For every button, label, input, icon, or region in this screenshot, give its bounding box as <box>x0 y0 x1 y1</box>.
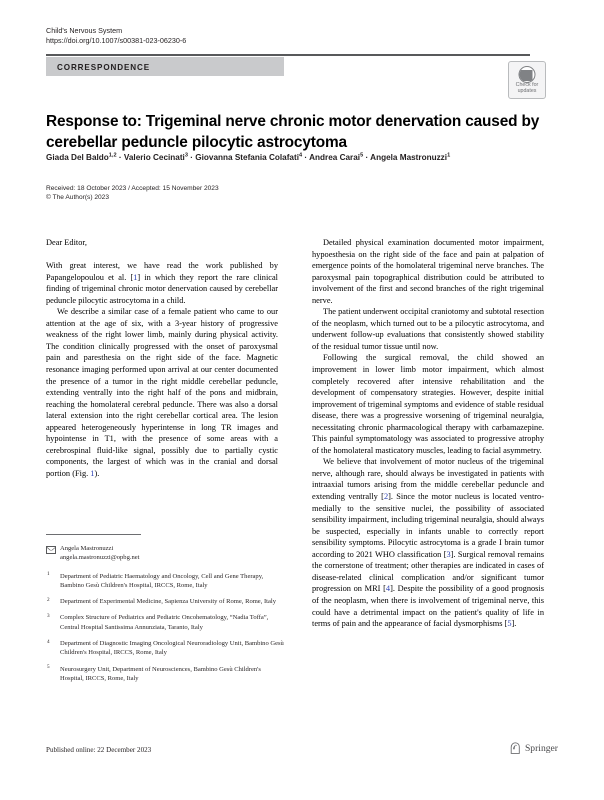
author-name: Giada Del Baldo <box>46 153 109 162</box>
author-affiliation-marker: 1,2 <box>108 152 117 159</box>
body-paragraph: We believe that involvement of motor nucleus of the trigeminal nerve, although rare, should always be investigated in patients with intraaxial tumors arising from the middle cerebellar peduncle and extending ventrally [2]. Since the motor nucleus is located ventro-medially to the sensitive nuclei, the possibility of associated sensibility impairment, including trigeminal neuralgia, should always be suspected, especially in infants unable to correctly report sensibility symptoms. Pilocytic astrocytoma is a grade I brain tumor according to 2021 WHO classification [3]. Surgical removal remains the cornerstone of treatment; other therapies are indicated in cases of disease-related clinical complication and/or significant tumor progression on MRI [4]. Despite the possibility of a good prognosis of the neoplasm, when there is involvement of trigeminal nerve, this could have a detrimental impact on the patient's quality of life in terms of pain and the appearance of facial dysmorphisms [5]. <box>312 457 544 629</box>
affiliation-item <box>46 639 284 658</box>
body-column-left <box>46 237 278 479</box>
crossmark-label <box>509 82 545 94</box>
published-online: Published online: 22 December 2023 <box>46 746 152 754</box>
reference-link[interactable]: 5 <box>507 619 512 629</box>
affiliation-text: Department of Experimental Medicine, Sapienza University of Rome, Rome, Italy <box>60 598 276 606</box>
copyright-line: © The Author(s) 2023 <box>46 194 110 202</box>
affiliation-item <box>46 613 284 632</box>
affiliation-text: Department of Pediatric Haematology and Oncology, Cell and Gene Therapy, Bambino Gesù Children's Hospital, IRCCS, Rome, Italy <box>60 572 264 589</box>
body-paragraph: Following the surgical removal, the child showed an improvement in lower limb motor impairment, which almost completely recovered after intensive rehabilitation and the development of compensatory strategies. However, despite initial improvement of trigeminal symptoms and evidence of stable residual disease, there was a progressive worsening of trigeminal neuralgia, necessitating chronic pharmacological therapy with carbamazepine. This painful symptomatology was associated to progressive atrophy of the homolateral masticatory muscles, leading to facial asymmetry. <box>312 353 544 455</box>
author-name: Angela Mastronuzzi <box>370 153 448 162</box>
affiliation-number: 1 <box>47 571 50 578</box>
corresponding-author-name: Angela Mastronuzzi <box>60 545 114 552</box>
body-paragraph: The patient underwent occipital craniotomy and subtotal resection of the neoplasm, which turned out to be a pilocytic astrocytoma, and underwent follow-up evaluations that consistently showed stability of the residual tumor tissue until now. <box>312 307 544 351</box>
author-affiliation-marker: 1 <box>447 152 451 159</box>
reference-link[interactable]: 4 <box>385 584 391 594</box>
crossmark-icon <box>519 66 536 83</box>
affiliation-item <box>46 597 284 606</box>
journal-name: Child's Nervous System <box>46 26 123 35</box>
affiliation-number: 5 <box>47 664 50 671</box>
author-affiliation-marker: 4 <box>298 152 303 159</box>
affiliation-list <box>46 572 284 684</box>
author-name: Valerio Cecinati <box>123 153 185 162</box>
affiliation-text: Complex Structure of Pediatrics and Pediatric Oncohematology, “Nadia Toffa”, Central Hospital Santissima Annunziata, Taranto, Italy <box>60 614 269 631</box>
author-affiliation-marker: 3 <box>184 152 188 159</box>
body-paragraph: Dear Editor, <box>46 238 87 247</box>
affiliation-number: 3 <box>47 613 50 620</box>
springer-logo <box>510 742 558 754</box>
affiliation-item <box>46 665 284 684</box>
journal-masthead <box>46 26 346 46</box>
affiliation-text: Department of Diagnostic Imaging Oncological Neuroradiology Unit, Bambino Gesù Children's Hospital, IRCCS, Rome, Italy <box>60 640 284 657</box>
doi-link[interactable]: https://doi.org/10.1007/s00381-023-06230-6 <box>46 36 187 46</box>
springer-wordmark: Springer <box>524 742 558 754</box>
publication-dates <box>46 184 376 203</box>
section-banner <box>46 57 284 76</box>
reference-link[interactable]: 3 <box>446 549 451 559</box>
article-title: Response to: Trigeminal nerve chronic motor denervation caused by cerebellar peduncle pilocytic astrocytoma <box>46 113 540 152</box>
footnote-rule <box>46 534 141 535</box>
corresponding-author <box>46 544 284 563</box>
figure-link[interactable]: 1 <box>90 468 95 478</box>
author-name: Giovanna Stefania Colafati <box>195 153 299 162</box>
author-name: Andrea Carai <box>309 153 361 162</box>
author-separator: · <box>363 153 371 162</box>
reference-link[interactable]: 1 <box>133 272 138 282</box>
crossmark-label-line1: Check for <box>515 82 539 88</box>
affiliation-text: Neurosurgery Unit, Department of Neurosciences, Bambino Gesù Children's Hospital, IRCCS, Rome, Italy <box>60 665 261 682</box>
crossmark-label-line2: updates <box>517 88 537 95</box>
author-affiliation-marker: 5 <box>360 152 364 159</box>
author-separator: · <box>116 153 124 162</box>
envelope-icon <box>46 546 56 554</box>
affiliation-number: 4 <box>47 638 50 645</box>
header-rule <box>46 54 530 56</box>
body-paragraph: We describe a similar case of a female patient who came to our attention at the age of six, with a 3-year history of progressive weakness of the right lower limb, mainly during physical activity. The condition clinically progressed with the onset of paroxysmal pain and paresthesia on the right side of the face. Magnetic resonance imaging performed upon arrival at our center documented the presence of a tumor in the right middle cerebellar peduncle, extending ventrally into the right half of the pons and midbrain, reaching the homolateral cerebral peduncle. There was also a dorsal lateral extension into the right cerebellar cortical area. The lesion appeared heterogeneously hyperintense in long TR images and hypointense in T1, with the presence of some areas with a cerebrospinal fluid-like signal, possibly due to partially cystic components, the largest of which was in the cranial and dorsal portion (Fig. 1). <box>46 307 278 478</box>
section-label: CORRESPONDENCE <box>57 62 151 72</box>
author-separator: · <box>302 153 310 162</box>
author-list <box>46 152 551 164</box>
footnote-block <box>46 544 284 690</box>
received-accepted-line: Received: 18 October 2023 / Accepted: 15 November 2023 <box>46 185 219 192</box>
body-paragraph: With great interest, we have read the work published by Papangelopoulou et al. [1] in which they report the rare clinical finding of trigeminal chronic motor denervation caused by cerebellar peduncle pilocytic astrocytoma in a child. <box>46 261 279 305</box>
author-separator: · <box>187 153 196 162</box>
affiliation-item <box>46 572 284 591</box>
corresponding-author-email[interactable]: angela.mastronuzzi@opbg.net <box>60 554 140 562</box>
springer-horse-icon <box>510 742 521 754</box>
body-paragraph: Detailed physical examination documented motor impairment, hypoesthesia on the right side of the face and pain at palpation of emergence points of the homolateral trigeminal nerve branches. The paroxysmal pain topographical distribution could be attributed to involvement of the first and second branches of the right trigeminal nerve. <box>312 238 544 305</box>
affiliation-number: 2 <box>47 596 50 603</box>
reference-link[interactable]: 2 <box>383 492 389 502</box>
check-for-updates-badge[interactable] <box>508 61 546 99</box>
body-column-right <box>312 237 544 630</box>
